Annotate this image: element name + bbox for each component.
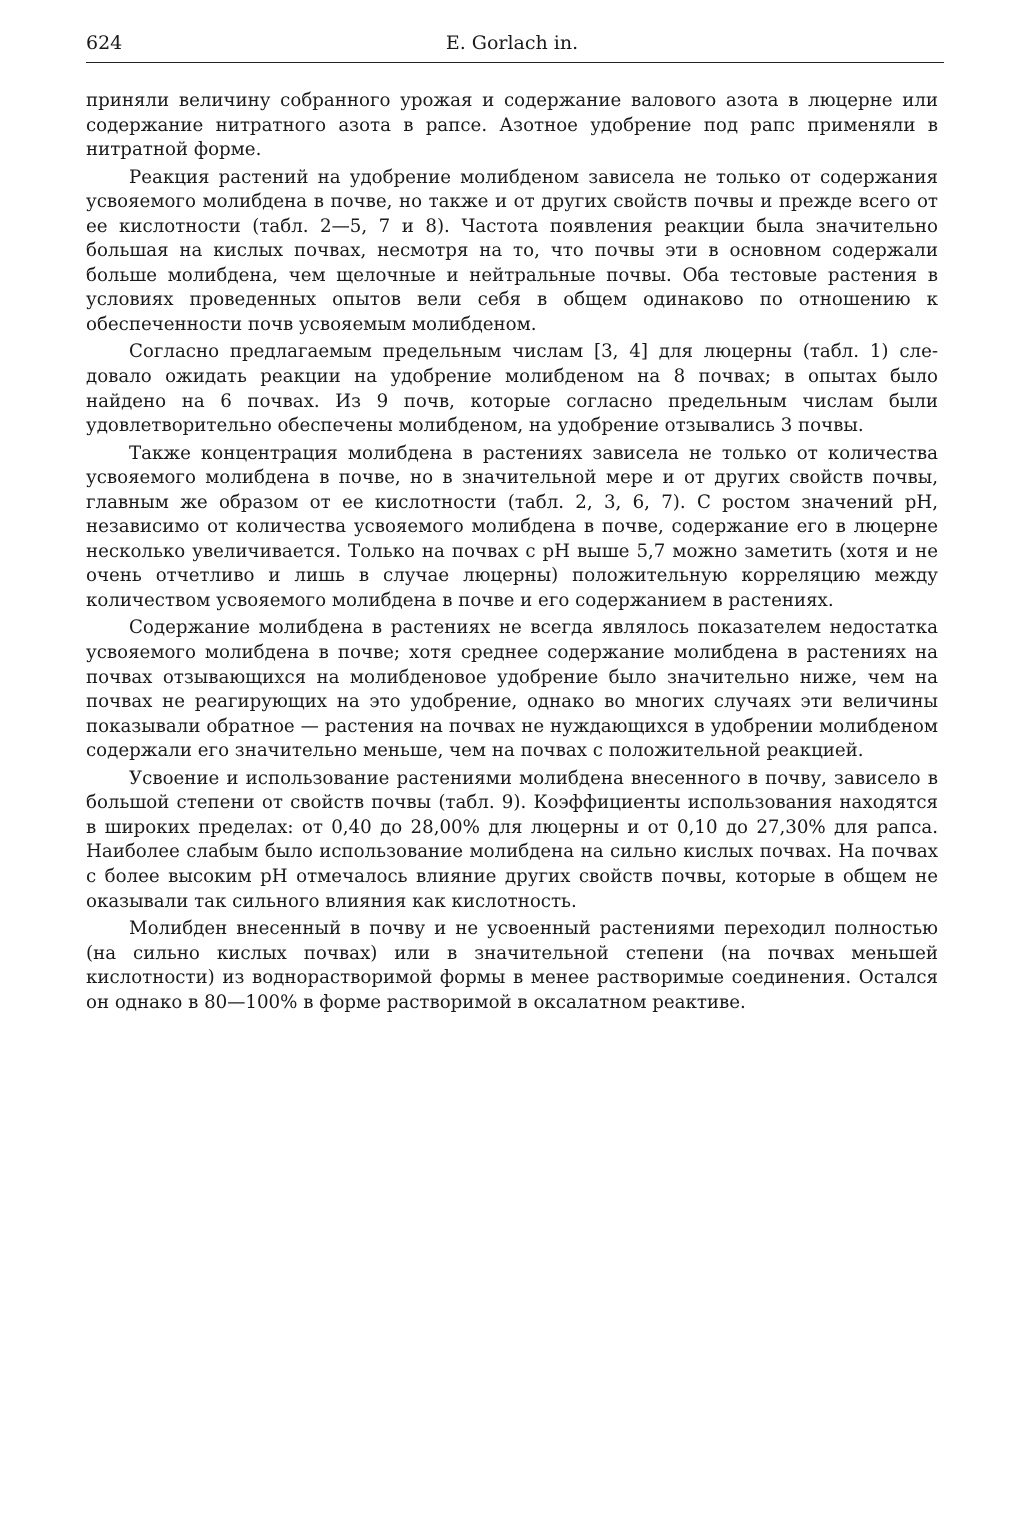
page-number: 624 <box>86 32 123 54</box>
header-rule <box>86 62 944 63</box>
paragraph: Реакция растений на удобрение молибденом зависела не только от содержания усвояемого молибдена в почве, но также и от других свойств почвы и прежде всего от ее кислотности (табл. 2—5, 7 и 8). Частота появления реакции была значительно большая на кислых почвах, несмотря на то, что почвы эти в основном содержали больше молибдена, чем щелочные и нейтральные почвы. Оба тестовые растения в условиях проведенных опытов вели себя в общем одинаково по отношению к обеспеченности почв усвояемым молибденом. <box>86 166 938 335</box>
paragraph: Содержание молибдена в растениях не всегда являлось показателем недостатка усвояемого молибдена в почве; хотя среднее содержание молибдена в растениях на почвах отзывающихся на молибденовое удобрение было значительно ниже, чем на почвах не реагирующих на это удобрение, однако во многих случаях эти величины показывали обратное — растения на почвах не нуждающихся в удобрении молибденом содержали его значительно меньше, чем на почвах с положительной реакцией. <box>86 617 938 762</box>
page-header <box>86 28 938 62</box>
running-head: E. Gorlach in. <box>445 32 579 54</box>
paragraph: приняли величину собранного урожая и содержание валового азота в люцерне или содержание нитратного азота в рапсе. Азотное удобрение под рапс применяли в нитратной форме. <box>86 90 938 161</box>
paragraph: Согласно предлагаемым предельным числам [3, 4] для люцерны (табл. 1) следовало ожидать реакции на удобрение молибденом на 8 почвах; в опытах было найдено на 6 почвах. Из 9 почв, которые согласно предельным числам были удовлетворительно обеспечены молибденом, на удобрение отзывались 3 почвы. <box>86 341 938 437</box>
body-text <box>86 89 938 1015</box>
paragraph: Также концентрация молибдена в растениях зависела не только от количества усвояемого молибдена в почве, но в значительной мере и от других свойств почвы, главным же образом от ее кислотности (табл. 2, 3, 6, 7). С ростом значений pH, независимо от количества усвояемого молибдена в почве, содержание его в люцерне несколько увеличивается. Только на почвах с pH выше 5,7 можно заметить (хотя и не очень отчетливо и лишь в случае люцерны) положительную корреляцию между количеством усвояемого молибдена в почве и его содержанием в растениях. <box>86 442 938 611</box>
paragraph: Усвоение и использование растениями молибдена внесенного в почву, зависело в большой степени от свойств почвы (табл. 9). Коэффициенты использования находятся в широких пределах: от 0,40 до 28,00% для люцерны и от 0,10 до 27,30% для рапса. Наиболее слабым было использование молибдена на сильно кислых почвах. На почвах с более высоким pH отмечалось влияние других свойств почвы, которые в общем не оказывали так сильного влияния как кислотность. <box>86 767 938 912</box>
paragraph: Молибден внесенный в почву и не усвоенный растениями переходил полностью (на сильно кислых почвах) или в значительной степени (на почвах меньшей кислотности) из воднорастворимой формы в менее растворимые соединения. Остался он однако в 80—100% в форме растворимой в оксалатном реактиве. <box>86 918 938 1013</box>
